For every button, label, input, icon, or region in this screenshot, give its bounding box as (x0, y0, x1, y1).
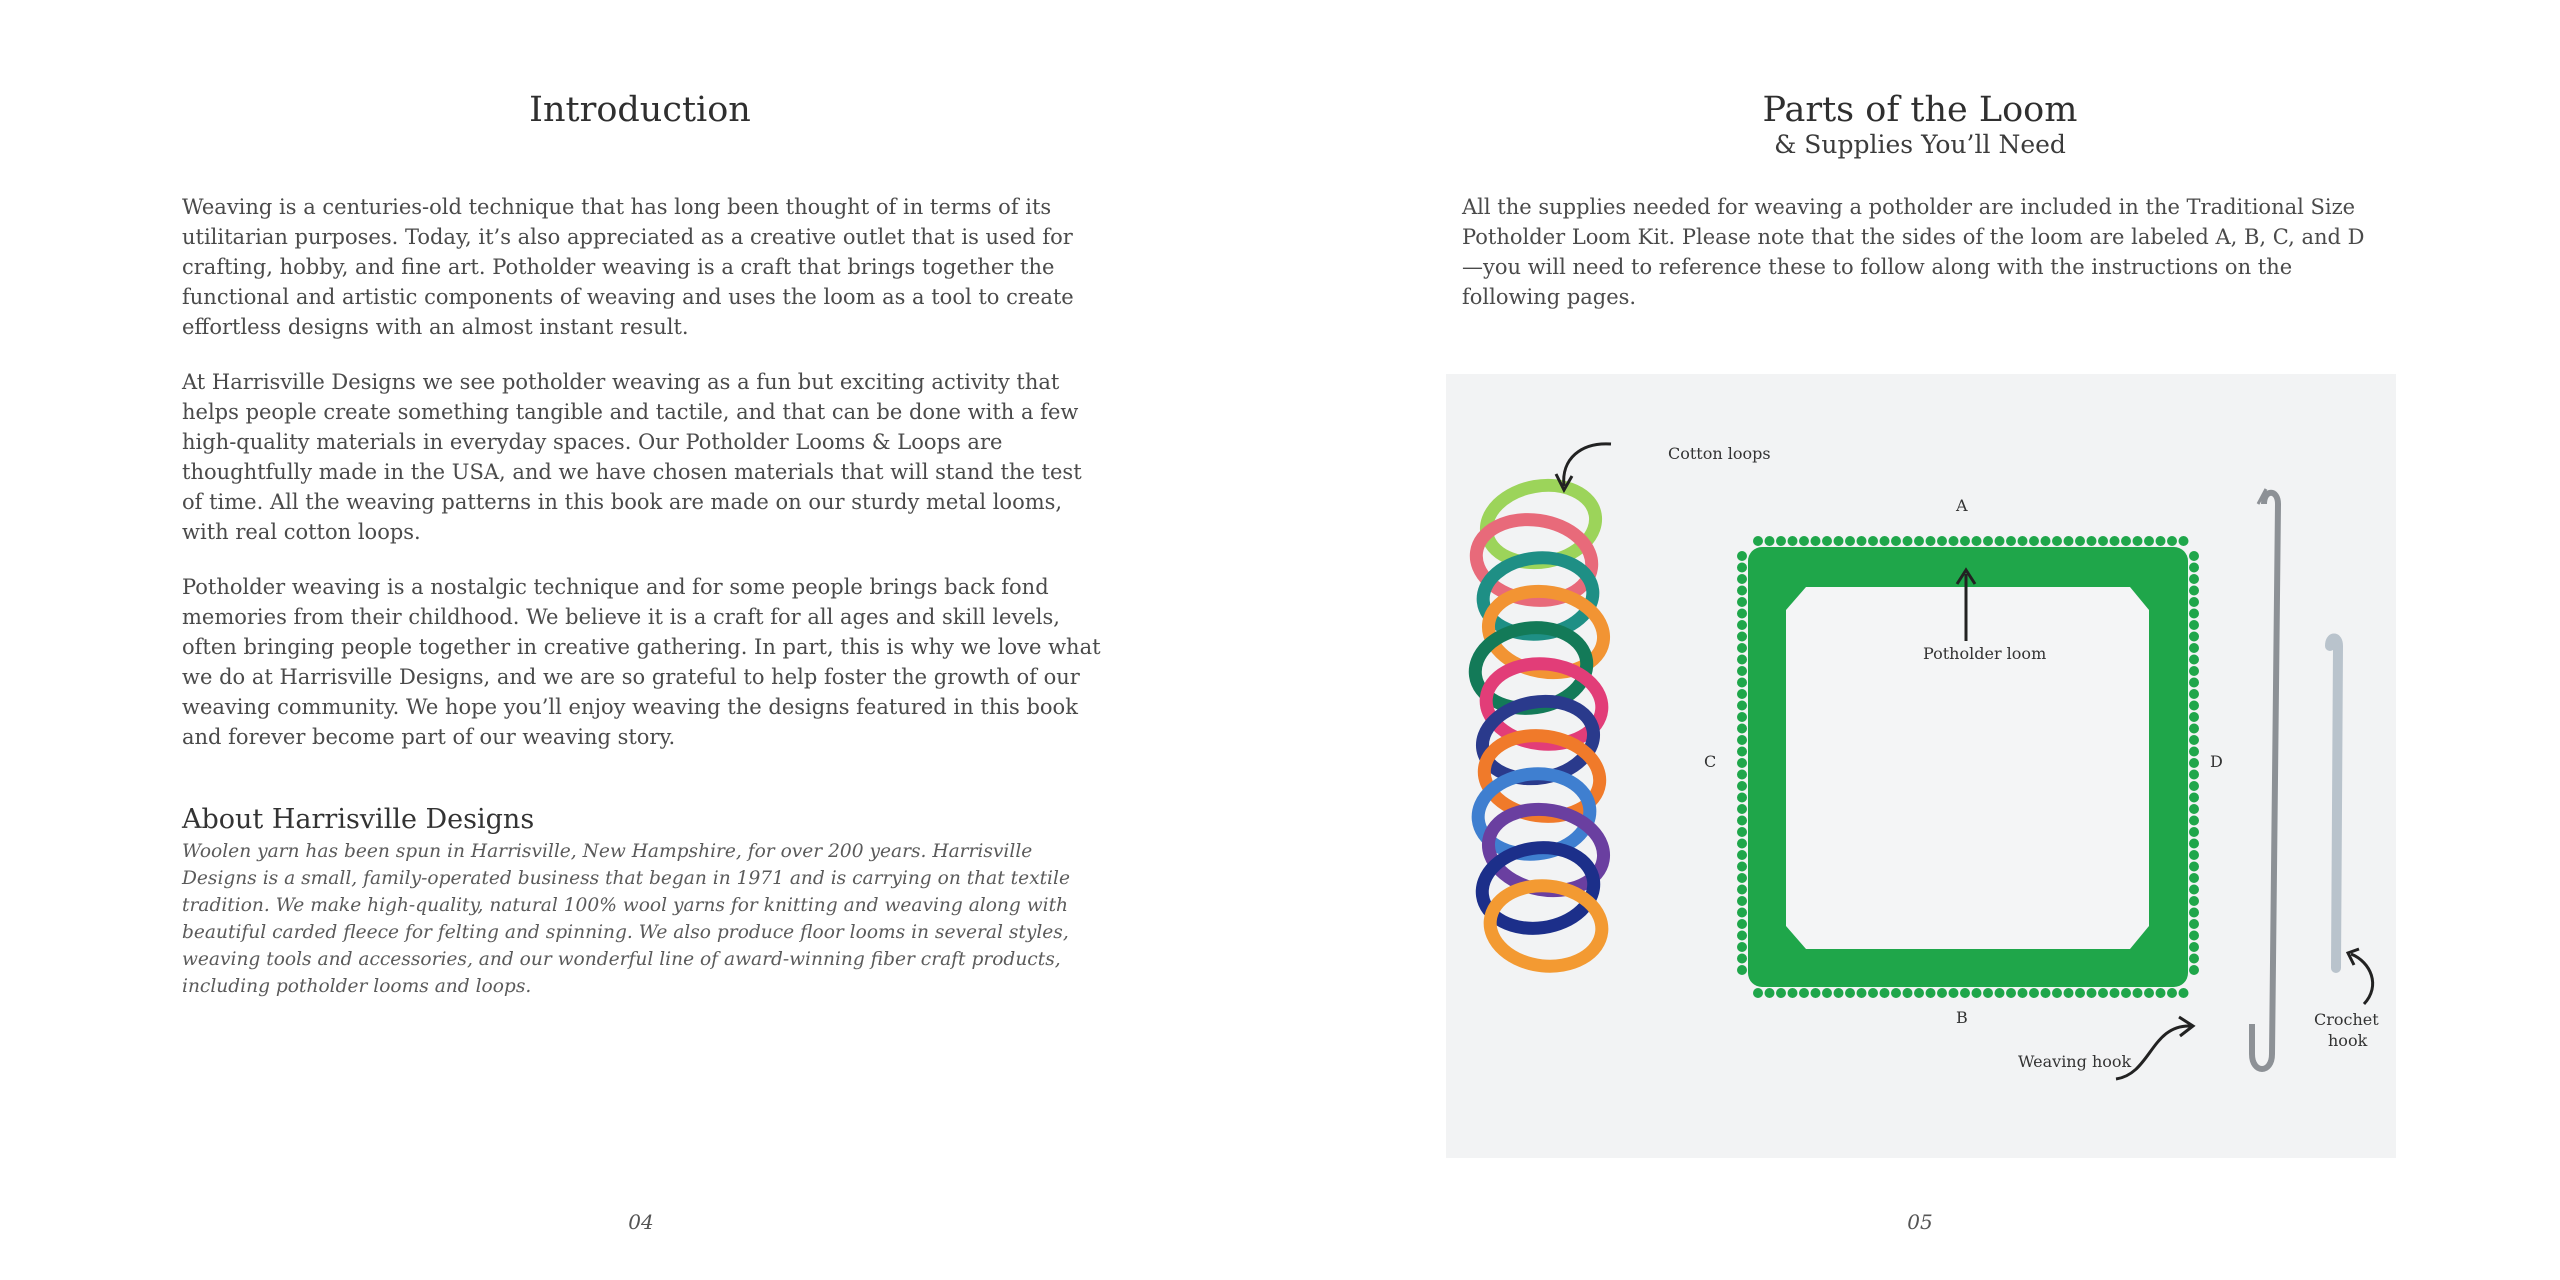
loom-peg (1811, 988, 1821, 998)
loom-peg (2189, 885, 2199, 895)
loom-peg (2064, 536, 2074, 546)
loom-peg (1737, 839, 1747, 849)
loom-peg (2098, 988, 2108, 998)
loom-peg (2189, 793, 2199, 803)
loom-peg (1753, 988, 1763, 998)
loom-peg (2110, 988, 2120, 998)
loom-peg (2189, 701, 2199, 711)
loom-peg (1737, 701, 1747, 711)
loom-peg (2189, 574, 2199, 584)
label-potholder-loom: Potholder loom (1923, 644, 2047, 663)
loom-peg (2189, 551, 2199, 561)
loom-peg (1983, 988, 1993, 998)
loom-peg (2029, 988, 2039, 998)
loom-peg (2075, 536, 2085, 546)
loom-peg (2189, 655, 2199, 665)
about-text: Woolen yarn has been spun in Harrisville, New Hampshire, for over 200 years. Harrisville Designs is a small, family-operated business that began in 1971 and is carrying on that textile tradition. We make high-quality, natural 100% wool yarns for knitting and weaving along with beautiful carded fleece for felting and spinning. We also produce floor looms in several styles, weaving tools and accessories, and our wonderful line of award-winning fiber craft products, including potholder looms and loops. (182, 841, 1070, 997)
loom-peg (2189, 632, 2199, 642)
loom-peg (2041, 988, 2051, 998)
loom-peg (1868, 536, 1878, 546)
weaving-hook-illustration (2252, 493, 2278, 1069)
loom-peg (2189, 850, 2199, 860)
loom-peg (1737, 632, 1747, 642)
loom-peg (1960, 536, 1970, 546)
loom-peg (1776, 988, 1786, 998)
loom-peg (1737, 827, 1747, 837)
loom-peg (2189, 839, 2199, 849)
loom-peg (2064, 988, 2074, 998)
loom-peg (1737, 793, 1747, 803)
page-title: Parts of the Loom (1762, 90, 2078, 130)
loom-peg (2189, 643, 2199, 653)
loom-peg (2189, 678, 2199, 688)
intro-paragraph-3: Potholder weaving is a nostalgic technique and for some people brings back fond memories from their childhood. We believe it is a craft for all ages and skill levels, often bringing people together in creative gathering. In part, this is why we love what we do at Harrisville Designs, and we are so grateful to help foster the growth of our weaving community. We hope you’ll enjoy weaving the designs featured in this book and forever become part of our weaving story. (182, 575, 1101, 749)
loom-peg (2189, 609, 2199, 619)
page-number: 05 (1907, 1210, 1933, 1234)
loom-peg (1799, 988, 1809, 998)
loom-peg (1737, 574, 1747, 584)
loom-peg (1926, 536, 1936, 546)
loom-peg (1737, 747, 1747, 757)
loom-peg (2167, 536, 2177, 546)
loom-peg (1834, 536, 1844, 546)
page-subtitle: & Supplies You’ll Need (1774, 130, 2066, 159)
crochet-hook-illustration (2330, 639, 2338, 969)
loom-peg (2052, 988, 2062, 998)
loom-peg (1868, 988, 1878, 998)
loom-peg (1949, 988, 1959, 998)
loom-peg (1857, 536, 1867, 546)
page-title: Introduction (529, 90, 751, 130)
loom-peg (2189, 908, 2199, 918)
loom-peg (1857, 988, 1867, 998)
loom-peg (1880, 536, 1890, 546)
loom-peg (2156, 536, 2166, 546)
loom-peg (2189, 747, 2199, 757)
loom-peg (2133, 988, 2143, 998)
page-number: 04 (628, 1210, 654, 1234)
label-side-b: B (1956, 1008, 1968, 1027)
loom-peg (1937, 536, 1947, 546)
loom-peg (2189, 873, 2199, 883)
loom-peg (1822, 536, 1832, 546)
loom-peg (2189, 931, 2199, 941)
label-side-d: D (2210, 752, 2223, 771)
loom-peg (2006, 536, 2016, 546)
cotton-loops-illustration (1470, 477, 1610, 972)
loom-peg (1737, 609, 1747, 619)
supplies-paragraph: All the supplies needed for weaving a potholder are included in the Traditional Size Potholder Loom Kit. Please note that the sides of the loom are labeled A, B, C, and D—you will need to reference these to follow along with the instructions on the following pages. (1462, 195, 2365, 309)
loom-peg (2189, 804, 2199, 814)
loom-peg (2156, 988, 2166, 998)
loom-peg (1903, 988, 1913, 998)
loom-peg (2133, 536, 2143, 546)
loom-peg (1995, 988, 2005, 998)
loom-peg (1822, 988, 1832, 998)
loom-peg (1737, 724, 1747, 734)
label-weaving-hook: Weaving hook (2018, 1052, 2132, 1071)
loom-peg (2189, 735, 2199, 745)
loom-peg (2189, 563, 2199, 573)
loom-peg (2189, 770, 2199, 780)
loom-peg (1937, 988, 1947, 998)
loom-peg (1737, 919, 1747, 929)
loom-peg (1891, 988, 1901, 998)
loom-peg (1737, 643, 1747, 653)
loom-peg (2189, 620, 2199, 630)
loom-peg (1737, 781, 1747, 791)
loom-peg (1737, 885, 1747, 895)
loom-peg (2189, 586, 2199, 596)
loom-peg (2189, 965, 2199, 975)
loom-peg (2121, 536, 2131, 546)
loom-peg (1737, 620, 1747, 630)
label-crochet-hook-line1: Crochet (2314, 1010, 2379, 1029)
label-side-a: A (1956, 496, 1968, 515)
loom-peg (2189, 597, 2199, 607)
loom-peg (2041, 536, 2051, 546)
label-side-c: C (1704, 752, 1717, 771)
loom-peg (1737, 666, 1747, 676)
loom-peg (1765, 536, 1775, 546)
loom-peg (2189, 862, 2199, 872)
loom-peg (2189, 919, 2199, 929)
loom-peg (1737, 816, 1747, 826)
loom-peg (2018, 988, 2028, 998)
intro-paragraph-2: At Harrisville Designs we see potholder weaving as a fun but exciting activity that helps people create something tangible and tactile, and that can be done with a few high-quality materials in everyday spaces. Our Potholder Looms & Loops are thoughtfully made in the USA, and we have chosen materials that will stand the test of time. All the weaving patterns in this book are made on our sturdy metal looms, with real cotton loops. (182, 370, 1082, 544)
loom-peg (1737, 678, 1747, 688)
loom-peg (1926, 988, 1936, 998)
loom-peg (1972, 988, 1982, 998)
loom-peg (2029, 536, 2039, 546)
loom-peg (1737, 586, 1747, 596)
loom-peg (1799, 536, 1809, 546)
loom-peg (2189, 724, 2199, 734)
loom-peg (2179, 536, 2189, 546)
loom-peg (1834, 988, 1844, 998)
loom-peg (2087, 536, 2097, 546)
loom-peg (2110, 536, 2120, 546)
loom-peg (2189, 816, 2199, 826)
loom-peg (1880, 988, 1890, 998)
loom-peg (2189, 954, 2199, 964)
loom-peg (1737, 597, 1747, 607)
loom-peg (2121, 988, 2131, 998)
loom-peg (2189, 758, 2199, 768)
loom-illustration (1446, 374, 2396, 1158)
loom-peg (2006, 988, 2016, 998)
loom-peg (2179, 988, 2189, 998)
loom-peg (1737, 770, 1747, 780)
loom-peg (1737, 551, 1747, 561)
loom-peg (2189, 781, 2199, 791)
loom-peg (1737, 655, 1747, 665)
loom-peg (1776, 536, 1786, 546)
loom-peg (1788, 536, 1798, 546)
loom-peg (1737, 942, 1747, 952)
loom-peg (1737, 758, 1747, 768)
loom-peg (1737, 735, 1747, 745)
loom-peg (2189, 666, 2199, 676)
loom-peg (1960, 988, 1970, 998)
loom-peg (1903, 536, 1913, 546)
loom-peg (1737, 954, 1747, 964)
loom-peg (2098, 536, 2108, 546)
loom-peg (2144, 536, 2154, 546)
loom-peg (1737, 862, 1747, 872)
loom-peg (1845, 536, 1855, 546)
loom-peg (2189, 942, 2199, 952)
loom-photo (1446, 374, 2396, 1158)
right-page (1280, 0, 2560, 1280)
loom-peg (2189, 896, 2199, 906)
loom-peg (1737, 563, 1747, 573)
loom-peg (1737, 931, 1747, 941)
loom-peg (1737, 850, 1747, 860)
potholder-loom-illustration (1737, 536, 2199, 998)
loom-peg (1788, 988, 1798, 998)
loom-peg (1891, 536, 1901, 546)
loom-peg (2167, 988, 2177, 998)
loom-peg (1765, 988, 1775, 998)
loom-peg (2189, 712, 2199, 722)
loom-peg (1949, 536, 1959, 546)
about-heading: About Harrisville Designs (182, 804, 535, 835)
loom-peg (1914, 988, 1924, 998)
loom-peg (1753, 536, 1763, 546)
loom-peg (1737, 804, 1747, 814)
label-cotton-loops: Cotton loops (1668, 444, 1771, 463)
loom-peg (2144, 988, 2154, 998)
loom-peg (2189, 689, 2199, 699)
loom-peg (1972, 536, 1982, 546)
loom-peg (1737, 908, 1747, 918)
loom-peg (1737, 689, 1747, 699)
loom-peg (1737, 896, 1747, 906)
loom-peg (1995, 536, 2005, 546)
loom-peg (1845, 988, 1855, 998)
loom-peg (2075, 988, 2085, 998)
loom-peg (2018, 536, 2028, 546)
loom-peg (1914, 536, 1924, 546)
loom-peg (1983, 536, 1993, 546)
intro-paragraph-1: Weaving is a centuries-old technique that has long been thought of in terms of its utilitarian purposes. Today, it’s also appreciated as a creative outlet that is used for crafting, hobby, and fine art. Potholder weaving is a craft that brings together the functional and artistic components of weaving and uses the loom as a tool to create effortless designs with an almost instant result. (182, 195, 1074, 339)
loom-peg (1737, 873, 1747, 883)
loom-peg (1737, 712, 1747, 722)
loom-peg (1737, 965, 1747, 975)
loom-peg (2189, 827, 2199, 837)
loom-peg (2087, 988, 2097, 998)
label-crochet-hook-line2: hook (2328, 1031, 2368, 1050)
loom-peg (2052, 536, 2062, 546)
loom-peg (1811, 536, 1821, 546)
